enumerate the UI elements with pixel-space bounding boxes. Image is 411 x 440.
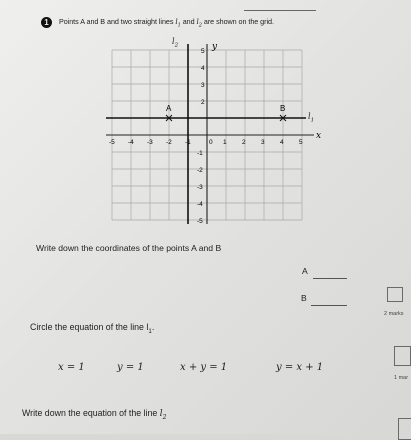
option-x-plus-y-equals-1[interactable]: x + y = 1 [180,362,228,373]
coordinate-grid [102,37,326,230]
y-tick-label: -5 [197,218,203,225]
question-prompt [59,17,274,28]
x-tick-label: 1 [223,139,227,146]
y-tick-label: 4 [201,65,205,72]
prompt-line-l1: $l_1$ [175,17,181,29]
y-tick-label: -3 [197,184,203,191]
part2-marks: 1 mar [394,375,409,381]
grid-svg [102,40,326,230]
x-tick-label: -2 [166,139,172,146]
prompt-prefix: Points A and B and two straight lines [59,17,174,26]
prompt-suffix: are shown on the grid. [203,17,274,26]
x-axis-label: x [316,131,322,141]
y-tick-label: 2 [201,99,205,106]
part3-mark-box[interactable] [398,418,411,440]
answer-a-label: A [302,266,308,276]
x-tick-label: 4 [280,139,284,146]
x-tick-label: -3 [147,139,153,146]
part1-mark-box[interactable] [387,287,403,302]
y-tick-label: -2 [197,167,203,174]
line-l1-label: $l_1$ [308,112,315,124]
top-rule [244,10,316,11]
part1-prompt: Write down the coordinates of the points A and B [36,243,222,253]
x-tick-label: 2 [242,139,246,146]
x-tick-label: 3 [261,139,265,146]
y-axis-label: y [212,42,218,52]
point-a-label: A [166,104,172,113]
y-tick-label: 3 [201,82,205,89]
part3-prompt: Write down the equation of the line $l_2$ [22,408,167,421]
y-tick-label: -1 [197,150,203,157]
x-tick-label: -5 [109,139,115,146]
option-y-equals-x-plus-1[interactable]: y = x + 1 [276,362,324,373]
point-b-label: B [280,104,286,113]
x-tick-label: -4 [128,139,134,146]
answer-b-label: B [301,293,307,303]
prompt-and: and [182,17,195,26]
prompt-line-l2: $l_2$ [196,17,202,29]
option-y-equals-1[interactable]: y = 1 [117,362,144,373]
x-tick-label: 0 [209,139,213,146]
x-tick-label: 5 [299,139,303,146]
option-x-equals-1[interactable]: x = 1 [58,362,85,373]
answer-b-line [311,305,347,306]
question-number-badge: 1 [41,17,52,28]
x-tick-label: -1 [185,139,191,146]
y-tick-label: -4 [197,201,203,208]
y-tick-label: 5 [201,48,205,55]
part2-mark-box[interactable] [394,346,411,366]
part1-marks: 2 marks [384,311,404,317]
line-l2-label: $l_2$ [172,37,179,49]
part2-prompt: Circle the equation of the line $l_1$. [30,322,155,335]
answer-a-line [313,278,347,279]
